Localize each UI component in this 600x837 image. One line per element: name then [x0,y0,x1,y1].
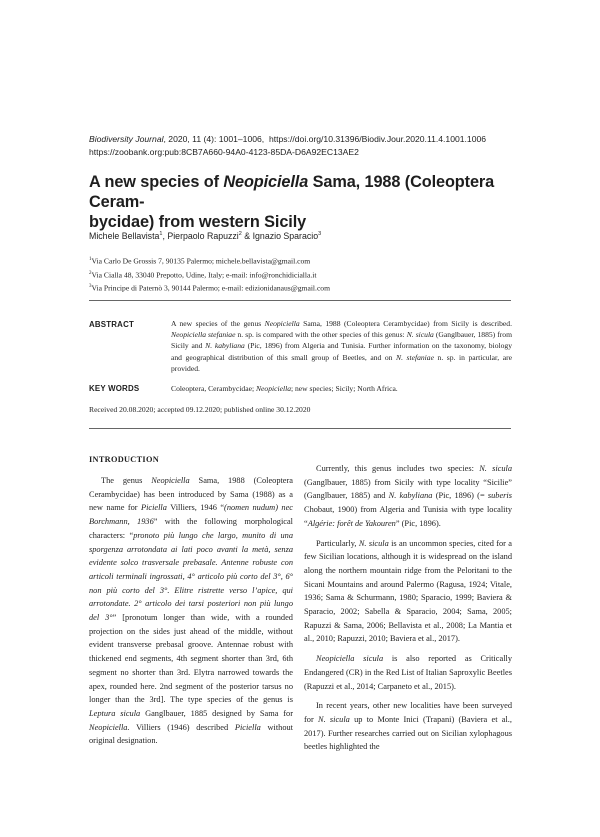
text-run: without original designation. [89,722,293,746]
paper-title [89,172,519,232]
text-run: Particularly, [316,538,359,548]
italic-run: Leptura sicula [89,708,141,718]
text-run: Sama, 1988 (Coleoptera Cerambycidae) has been introduced by Sama (1988) as a new name for [89,476,293,513]
text-run: ” (Pic, 1896). [395,518,441,528]
author-list [89,231,321,241]
abstract-taxon: Neopiciella stefaniae [171,330,236,340]
italic-run: N. sicula [479,464,513,473]
author-affil-ref: 2 [238,231,242,238]
title-part: Sama, 1988 (Coleoptera Ceram- [89,173,495,211]
paragraph [304,652,512,693]
affiliation-text: Via Principe di Paternò 3, 90144 Palermo; e-mail: edizionidanaus@gmail.com [91,283,331,293]
divider-bottom [89,428,511,429]
text-run: Ganglbauer, 1885 designed by Sama for [140,708,293,718]
text-run: Villiers (1946) described [129,722,235,732]
journal-name: Biodiversity Journal [89,134,164,144]
text-run: is also reported as Critically Endangered (CR) in the Red List of Italian Saproxylic Beetles (Rapuzzi et al., 2014; Carpaneto et al., 2015). [304,654,512,691]
author-affil-ref: 1 [159,231,163,238]
text-run: (Ganglbauer, 1885) from Sicily with type locality “Sicilie” (Ganglbauer, 1885) and [304,477,512,501]
abstract-taxon: N. sicula [406,330,434,340]
abstract-part: n. sp. in particular, are provided. [171,352,513,373]
keywords-text [171,383,512,394]
zoobank-link[interactable]: https://zoobank.org:pub:8CB7A660-94A0-4123-85DA-D6A92EC13AE2 [89,147,359,157]
text-run: is an uncommon species, cited for a few Sicilian locations, although it is widespread on the island along the northern mountain ridge from the Peloritani to the Sicani Mountains and around Palermo (Ragusa, 1924; Vitale, 1936; Sama & Schurmann, 1980; Sparacio, 1999; Baviera & Sparacio, 2002; Sabella & Sparacio, 2004; Sama, 2005; Rapuzzi & Sama, 2006; Bellavista et al., 2008; La Mantia et al., 2010; Rapuzzi, 2010; Baviera et al., 2017). [304,538,513,644]
abstract-part: (Ganglbauer, 1885) from Sicily and [171,330,512,351]
body-column-right [304,462,512,754]
abstract-text [171,318,512,374]
paragraph [89,474,293,748]
author-name: Ignazio Sparacio [252,231,319,241]
abstract-label: ABSTRACT [89,320,134,329]
abstract-part: A new species of the genus [171,319,265,328]
abstract-taxon: Neopiciella [264,319,300,328]
text-run: Currently, this genus includes two species: [316,464,480,473]
keywords-label: KEY WORDS [89,384,140,393]
affiliation [89,254,330,268]
keywords-taxon: Neopiciella [255,384,291,393]
italic-run: Neopiciella sicula [316,654,384,664]
title-part: A new species of [89,173,224,191]
abstract-taxon: N. kabyliana [205,341,245,351]
affiliations [89,254,330,295]
doi-link[interactable]: https://doi.org/10.31396/Biodiv.Jour.2020.11.4.1001.1006 [268,134,487,144]
text-run: ” [pronotum longer than wide, with a rounded projection on the sides just ahead of the middle, without evident transverse prebasal groove. Antennae robust with thickened end segments, 4th segment shorter than 3rd, 6th segment no shorter than 3rd. Elytra narrowed towards the apex, rounded here. 2nd segment of the posterior tarsus no longer than the 3rd]. The type species of the genus is [89,613,293,705]
text-run: Villiers, 1946 “ [166,503,225,513]
text-run: up to Monte Inici (Trapani) (Baviera et al., 2017). Further researches carried out on Sicilian xylophagous beetles highlighted the [304,714,512,752]
author-name: Pierpaolo Rapuzzi [167,231,239,241]
received-dates: Received 20.08.2020; accepted 09.12.2020; published online 30.12.2020 [89,405,311,414]
title-part: bycidae) from western Sicily [89,213,307,231]
author-sep: & [241,231,253,241]
citation-line [89,133,529,146]
italic-run: Piciella [234,722,261,732]
abstract-part: (Pic, 1896) from Algeria and Tunisia. Further information on the taxonomy, biology and geographical distribution of this small group of Beetles, and on [171,341,512,362]
author-affil-ref: 3 [318,231,322,238]
text-run: ” with the following morphological characters: “ [89,517,293,540]
affiliation-text: Via Carlo De Grossis 7, 90135 Palermo; michele.bellavista@gmail.com [91,256,311,266]
affiliation-number: 1 [89,257,92,262]
affiliation-number: 2 [89,270,92,276]
journal-header [89,133,529,159]
author-name: Michele Bellavista [89,231,160,241]
text-run: In recent years, other new localities have been surveyed for [304,701,512,724]
italic-run: suberis [487,491,512,501]
italic-run: Neopiciella. [89,722,130,732]
affiliation [89,268,330,282]
title-genus: Neopiciella [223,173,309,191]
keywords-part: ; new species; Sicily; North Africa. [291,384,398,393]
italic-run: N. kabyliana [388,491,433,501]
italic-run: Neopiciella [151,476,190,485]
author-sep: , [162,231,168,241]
text-run: The genus [101,476,152,485]
abstract-part: Sama, 1988 (Coleoptera Cerambycidae) from Sicily is described. [299,319,512,328]
paragraph [304,462,512,531]
keywords-part: Coleoptera, Cerambycidae; [171,384,256,393]
italic-run: pronoto più lungo che largo, munito di una sporgenza arrotondata ai lati poco avanti la metà, senza evidente solco trasversale prebasale. Antenne robuste con articoli terminali ingrossati, 4° articolo più corto del 3°, 6° non più corto del 3°. Elitre ristrette verso l’apice, qui arrotondate. 2° articolo dei tarsi posteriori non più lungo del 3° [89,530,293,623]
italic-run: Piciella [140,503,167,513]
text-run: (Pic, 1896) (= [432,491,488,501]
italic-run: (nomen nudum) nec Borchmann, 1936 [89,503,293,527]
paragraph [304,699,512,754]
italic-run: N. sicula [318,714,350,724]
italic-run: Algérie: forêt de Yakouren [307,518,396,528]
text-run: Chobaut, 1900) from Algeria and Tunisia with type locality “ [304,505,512,528]
citation-volume: , 2020, 11 (4): 1001–1006, [163,134,265,144]
affiliation [89,281,330,295]
divider-top [89,300,511,301]
abstract-part: n. sp. is compared with the other species of this genus: [235,330,407,340]
affiliation-text: Via Cialla 48, 33040 Prepotto, Udine, Italy; e-mail: info@ronchidicialla.it [91,270,317,280]
affiliation-number: 3 [89,284,92,290]
abstract-taxon: N. stefaniae [396,352,434,362]
italic-run: N. sicula [358,538,389,548]
body-column-left [89,474,293,748]
section-heading-introduction: INTRODUCTION [89,455,159,464]
paragraph [304,537,512,647]
